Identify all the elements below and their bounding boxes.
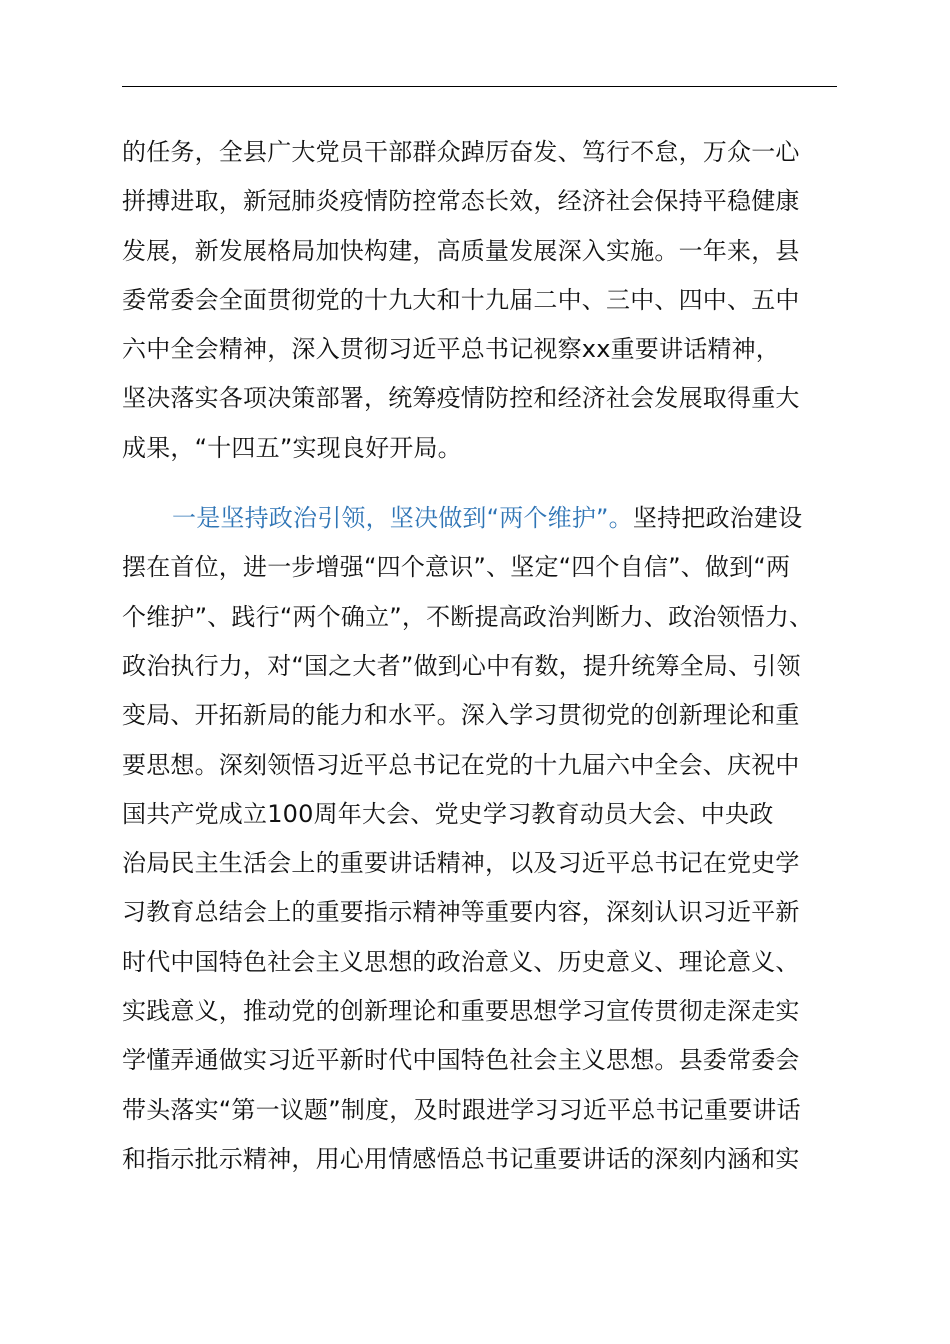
body-text xyxy=(122,128,852,1184)
text-line: 政治执行力，对“国之大者”做到心中有数，提升统筹全局、引领 xyxy=(122,651,801,680)
text-line: 坚决落实各项决策部署，统筹疫情防控和经济社会发展取得重大 xyxy=(122,384,800,413)
text-line: 发展，新发展格局加快构建，高质量发展深入实施。一年来，县 xyxy=(122,236,800,265)
paragraph-continuation xyxy=(122,128,852,473)
header-rule xyxy=(122,86,837,87)
text-line: 时代中国特色社会主义思想的政治意义、历史意义、理论意义、 xyxy=(122,947,800,976)
text-line: 变局、开拓新局的能力和水平。深入学习贯彻党的创新理论和重 xyxy=(122,701,800,730)
text-line: 委常委会全面贯彻党的十九大和十九届二中、三中、四中、五中 xyxy=(122,285,800,314)
text-line: 的任务，全县广大党员干部群众踔厉奋发、笃行不怠，万众一心 xyxy=(122,138,800,166)
text-line: 成果，“十四五”实现良好开局。 xyxy=(122,433,462,462)
text-line: 实践意义，推动党的创新理论和重要思想学习宣传贯彻走深走实 xyxy=(122,997,800,1026)
text-line: 国共产党成立100周年大会、党史学习教育动员大会、中央政 xyxy=(122,799,774,828)
text-line: 要思想。深刻领悟习近平总书记在党的十九届六中全会、庆祝中 xyxy=(122,750,800,779)
section-heading: 一是坚持政治引领，坚决做到“两个维护”。 xyxy=(172,504,633,533)
text-line: 个维护”、践行“两个确立”，不断提高政治判断力、政治领悟力、 xyxy=(122,602,814,631)
text-line: 习教育总结会上的重要指示精神等重要内容，深刻认识习近平新 xyxy=(122,898,800,927)
text-run: 坚持把政治建设 xyxy=(632,504,803,533)
text-line: 治局民主生活会上的重要讲话精神，以及习近平总书记在党史学 xyxy=(122,849,800,878)
text-line: 带头落实“第一议题”制度，及时跟进学习习近平总书记重要讲话 xyxy=(122,1095,801,1124)
text-line: 学懂弄通做实习近平新时代中国特色社会主义思想。县委常委会 xyxy=(122,1046,800,1075)
paragraph-spacing xyxy=(122,473,852,494)
paragraph-political-leadership xyxy=(122,494,852,1184)
text-line: 六中全会精神，深入贯彻习近平总书记视察xx重要讲话精神， xyxy=(122,335,781,364)
text-line: 摆在首位，进一步增强“四个意识”、坚定“四个自信”、做到“两 xyxy=(122,553,791,582)
paragraph-first-line xyxy=(122,494,852,543)
text-line: 和指示批示精神，用心用情感悟总书记重要讲话的深刻内涵和实 xyxy=(122,1144,800,1173)
text-line: 拼搏进取，新冠肺炎疫情防控常态长效，经济社会保持平稳健康 xyxy=(122,187,800,216)
